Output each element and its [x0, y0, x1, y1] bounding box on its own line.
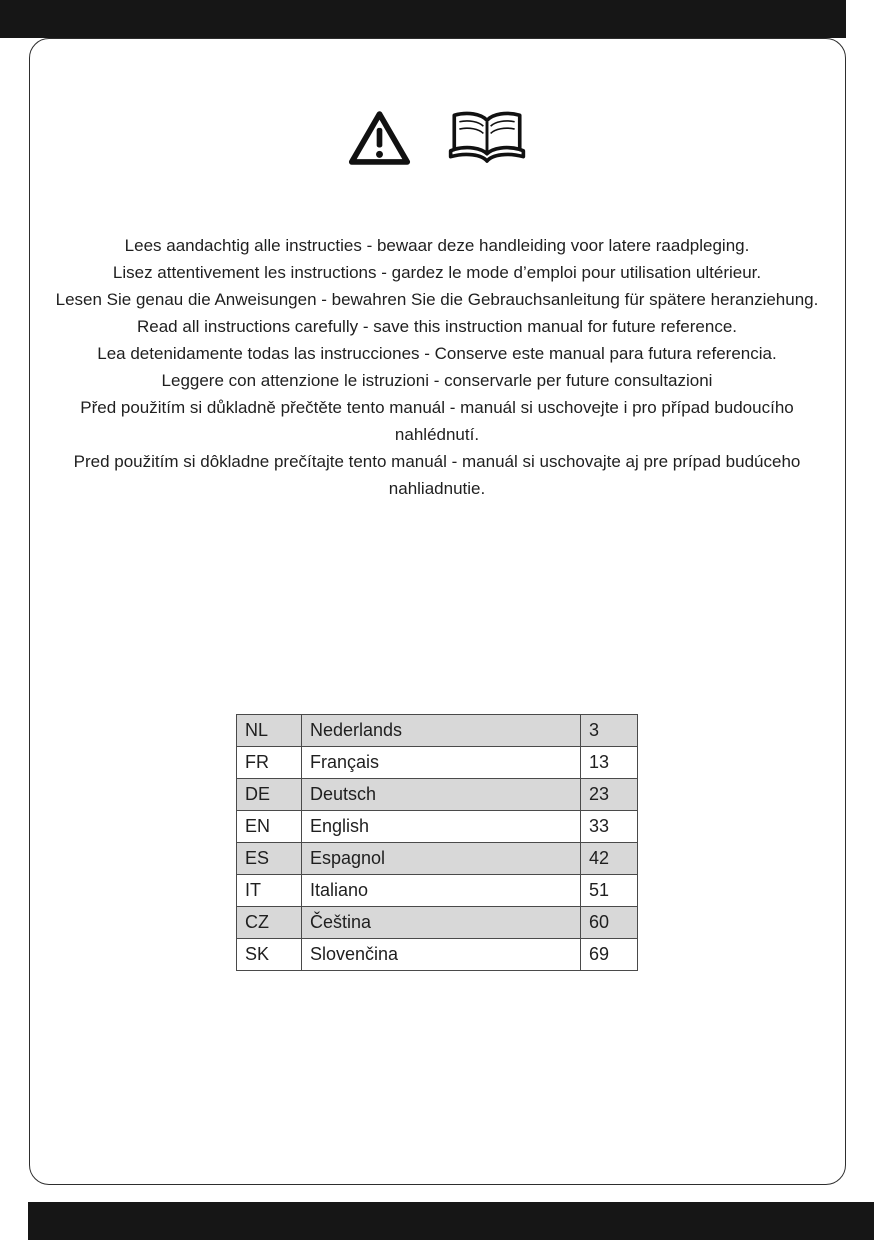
read-manual-icon [447, 110, 527, 167]
language-code: NL [237, 715, 302, 747]
instruction-line-de: Lesen Sie genau die Anweisungen - bewahren Sie die Gebrauchsanleitung für spätere heranziehung. [55, 290, 819, 309]
language-name: Čeština [302, 907, 581, 939]
language-name: English [302, 811, 581, 843]
language-code: CZ [237, 907, 302, 939]
table-row [237, 843, 638, 875]
top-decor-bar [0, 0, 846, 38]
instruction-line-en: Read all instructions carefully - save this instruction manual for future reference. [137, 317, 737, 336]
language-code: FR [237, 747, 302, 779]
language-code: DE [237, 779, 302, 811]
page-number: 60 [581, 907, 638, 939]
instruction-line-cz: Před použitím si důkladně přečtěte tento manuál - manuál si uschovejte i pro případ budoucího nahlédnutí. [80, 398, 794, 444]
language-name: Italiano [302, 875, 581, 907]
page-number: 51 [581, 875, 638, 907]
table-row [237, 715, 638, 747]
language-code: IT [237, 875, 302, 907]
language-name: Nederlands [302, 715, 581, 747]
page-number: 69 [581, 939, 638, 971]
instruction-line-nl: Lees aandachtig alle instructies - bewaar deze handleiding voor latere raadpleging. [124, 236, 750, 255]
table-row [237, 811, 638, 843]
language-code: ES [237, 843, 302, 875]
language-name: Espagnol [302, 843, 581, 875]
instruction-line-es: Lea detenidamente todas las instrucciones - Conserve este manual para futura referencia. [97, 344, 777, 363]
instruction-line-sk: Pred použitím si dôkladne prečítajte tento manuál - manuál si uschovajte aj pre prípad budúceho nahliadnutie. [73, 452, 801, 498]
table-row [237, 907, 638, 939]
warning-triangle-icon [348, 108, 411, 168]
page-number: 23 [581, 779, 638, 811]
page-border-frame [29, 38, 846, 1185]
table-row [237, 779, 638, 811]
language-code: EN [237, 811, 302, 843]
bottom-decor-bar [28, 1202, 874, 1240]
table-row [237, 875, 638, 907]
language-contents-table [236, 714, 638, 971]
icon-row [0, 108, 874, 168]
page-number: 13 [581, 747, 638, 779]
page-number: 42 [581, 843, 638, 875]
instruction-line-fr: Lisez attentivement les instructions - gardez le mode d’emploi pour utilisation ultérieur. [112, 263, 762, 282]
table-row [237, 747, 638, 779]
table-row [237, 939, 638, 971]
page-number: 33 [581, 811, 638, 843]
language-code: SK [237, 939, 302, 971]
language-name: Français [302, 747, 581, 779]
page-number: 3 [581, 715, 638, 747]
language-name: Slovenčina [302, 939, 581, 971]
language-name: Deutsch [302, 779, 581, 811]
instruction-line-it: Leggere con attenzione le istruzioni - conservarle per future consultazioni [161, 371, 713, 390]
instructions-text-block [44, 232, 830, 502]
